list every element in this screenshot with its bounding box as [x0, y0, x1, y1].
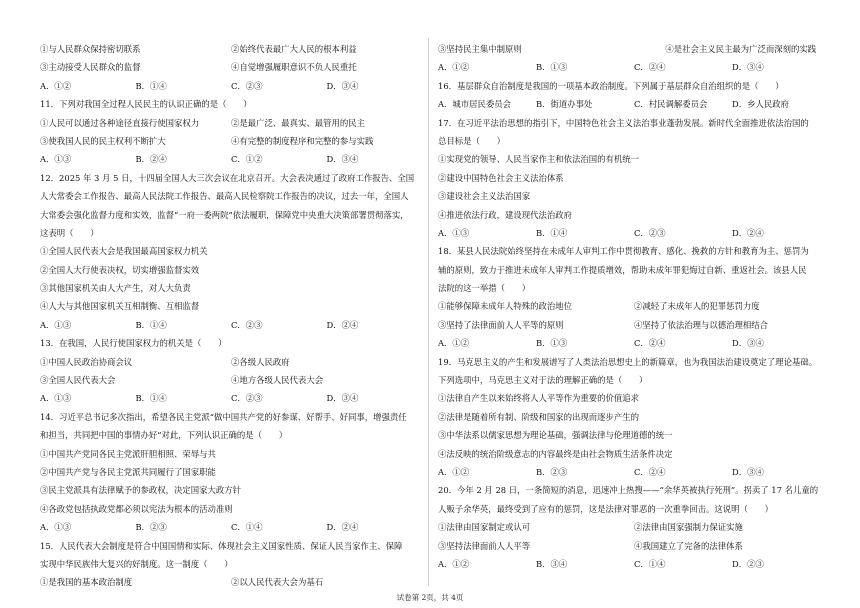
option-1: ①是我国的基本政治制度 — [40, 577, 133, 588]
question-18-stem: 辅的原则，致力于推进未成年人审判工作提质增效，帮助未成年罪犯悔过自新、重返社会。该县人民 — [438, 264, 807, 275]
choice-b: B．③④ — [536, 558, 568, 569]
choice-b: B．②③ — [135, 522, 167, 533]
option-2: ②以人民代表大会为基石 — [231, 577, 324, 588]
option-3: ③主动接受人民群众的监督 — [40, 62, 141, 73]
answer-choices — [40, 316, 422, 334]
choice-d: D．②④ — [326, 522, 359, 533]
choice-d: D．③④ — [732, 62, 764, 73]
question-13-options — [40, 371, 422, 389]
answer-choices — [438, 58, 830, 76]
answer-choices — [40, 150, 422, 168]
question-15-options — [40, 573, 422, 591]
question-20-options — [438, 537, 830, 555]
question-15-stem: 15．人民代表大会制度是符合中国国情和实际、体现社会主义国家性质、保证人民当家作主、保障 — [40, 540, 403, 551]
answer-choices — [438, 555, 830, 573]
option-4: ④推进依法行政，建设现代法治政府 — [438, 209, 572, 220]
option-4: ④法反映的统治阶级意志的内容最终是由社会物质生活条件决定 — [438, 448, 673, 459]
option-1: ①全国人民代表大会是我国最高国家权力机关 — [40, 246, 208, 257]
option-1: ①能够保障未成年人特殊的政治地位 — [438, 301, 572, 312]
option-1: ①实现党的领导、人民当家作主和依法治国的有机统一 — [438, 154, 639, 165]
question-12-stem: 这表明（ ） — [40, 227, 99, 238]
choice-b: B．①④ — [135, 80, 167, 91]
choice-b: B．①④ — [135, 319, 167, 330]
option-4: ④坚持了依法治理与以德治理相结合 — [634, 319, 768, 330]
page-footer: 试卷第 2页，共 4页 — [396, 593, 464, 602]
option-3: ③建设社会主义法治国家 — [438, 191, 531, 202]
choice-c: C．②④ — [634, 338, 666, 349]
option-4: ④各政党包括执政党都必须以宪法为根本的活动准则 — [40, 503, 233, 514]
choice-c: C．①④ — [231, 522, 263, 533]
option-3: ③其他国家机关由人大产生，对人大负责 — [40, 283, 191, 294]
choice-d: D．②④ — [732, 227, 764, 238]
option-1: ①中国共产党同各民主党派肝胆相照、荣辱与共 — [40, 448, 216, 459]
choice-a: A．①③ — [40, 154, 72, 165]
option-3: ③使我国人民的民主权利不断扩大 — [40, 135, 166, 146]
choice-b: B．街道办事处 — [536, 99, 593, 110]
question-14-stem: 和担当，共同把中国的事情办好”对此，下列认识正确的是（ ） — [40, 430, 288, 441]
question-15-options — [438, 40, 830, 58]
option-4: ④是社会主义民主最为广泛而深刻的实践 — [665, 44, 817, 54]
choice-d: D．②③ — [732, 558, 764, 569]
choice-b: B．①③ — [536, 338, 568, 349]
option-3: ③中华法系以儒家思想为理论基础，强调法律与伦理道德的统一 — [438, 430, 673, 441]
option-2: ②始终代表最广大人民的根本利益 — [231, 44, 357, 54]
option-2: ②各级人民政府 — [231, 356, 290, 367]
choice-a: A．①③ — [40, 319, 72, 330]
top-options-row — [40, 58, 422, 76]
option-4: ④自觉增强履职意识不负人民重托 — [231, 62, 357, 73]
answer-choices — [438, 334, 830, 352]
question-12-stem: 大常委会强化监督力度和实效，监督“一府一委两院”依法履职，保障党中央重大决策部署贯彻落实， — [40, 209, 409, 220]
option-1: ①中国人民政治协商会议 — [40, 356, 133, 367]
choice-c: C．②③ — [634, 227, 666, 238]
column-divider — [428, 38, 429, 586]
question-19-stem: 下列选项中，马克思主义对于法的理解正确的是（ ） — [438, 375, 648, 386]
choice-a: A．①② — [438, 558, 470, 569]
left-column — [40, 40, 422, 592]
question-15-stem: 实现中华民族伟大复兴的好制度。这一制度（ ） — [40, 558, 233, 569]
option-3: ③全国人民代表大会 — [40, 375, 116, 386]
choice-a: A．①② — [40, 80, 72, 91]
choice-a: A．①② — [438, 338, 470, 349]
question-17-stem: 总目标是（ ） — [438, 135, 505, 146]
answer-choices — [438, 95, 830, 113]
question-19-stem: 19．马克思主义的产生和发展谱写了人类法治思想史上的新篇章，也为我国法治建设奠定了理论基础。 — [438, 356, 818, 367]
option-2: ②中国共产党与各民主党派共同履行了国家职能 — [40, 466, 216, 477]
choice-a: A．城市居民委员会 — [438, 99, 512, 110]
choice-d: D．③④ — [326, 154, 359, 165]
answer-choices — [40, 518, 422, 536]
choice-c: C．②③ — [231, 393, 263, 404]
choice-b: B．①④ — [135, 393, 167, 404]
option-3: ③坚持法律面前人人平等 — [438, 540, 531, 551]
choice-a: A．①② — [438, 466, 470, 477]
choice-c: C．②④ — [634, 466, 666, 477]
choice-c: C．②③ — [231, 319, 263, 330]
choice-a: A．①③ — [40, 393, 72, 404]
choice-d: D．③④ — [732, 466, 764, 477]
question-18-stem: 18．某县人民法院始终坚持在未成年人审判工作中贯彻教育、感化、挽救的方针和教育为主、惩罚为 — [438, 246, 809, 257]
option-1: ①人民可以通过各种途径直接行使国家权力 — [40, 117, 200, 128]
question-18-stem: 法院的这一举措（ ） — [438, 283, 531, 294]
question-14-stem: 14．习近平总书记多次指出，希望各民主党派“做中国共产党的好参谋、好帮手、好同事，增强责任 — [40, 411, 407, 422]
question-12-stem: 12．2025 年 3 月 5 日，十四届全国人大三次会议在北京召开。大会表决通过了政府工作报告、全国 — [40, 172, 415, 183]
choice-d: D．③④ — [326, 393, 359, 404]
option-1: ①法律由国家制定或认可 — [438, 522, 531, 533]
option-1: ①与人民群众保持密切联系 — [40, 44, 141, 54]
choice-d: D．③④ — [732, 338, 764, 349]
answer-choices — [40, 389, 422, 407]
question-12-stem: 人大常委会工作报告、最高人民法院工作报告、最高人民检察院工作报告的决议，过去一年，全国人 — [40, 191, 409, 202]
option-4: ④地方各级人民代表大会 — [231, 375, 324, 386]
question-11-options — [40, 114, 422, 132]
question-20-stem: 20．今年 2 月 28 日，一条简短的消息，迅速冲上热搜——“余华英被执行死刑”。拐卖了 17 名儿童的 — [438, 485, 819, 496]
answer-choices — [438, 224, 830, 242]
choice-b: B．②④ — [135, 154, 167, 165]
choice-d: D．③④ — [326, 80, 359, 91]
question-18-options — [438, 297, 830, 315]
option-2: ②建设中国特色社会主义法治体系 — [438, 172, 564, 183]
question-20-options — [438, 518, 830, 536]
option-2: ②法律是随着所有制、阶级和国家的出现而逐步产生的 — [438, 411, 639, 422]
choice-c: C．村民调解委员会 — [634, 99, 708, 110]
choice-c: C．①④ — [634, 558, 666, 569]
choice-d: D．乡人民政府 — [732, 99, 789, 110]
question-11-stem: 11．下列对我国全过程人民民主的认识正确的是（ ） — [40, 99, 252, 110]
option-2: ②全国人大行使表决权，切实增强监督实效 — [40, 264, 200, 275]
choice-c: C．①② — [231, 154, 263, 165]
choice-d: D．②④ — [326, 319, 359, 330]
answer-choices — [438, 463, 830, 481]
question-11-options — [40, 132, 422, 150]
choice-c: C．②④ — [634, 62, 666, 73]
option-2: ②是最广泛、最真实、最管用的民主 — [231, 117, 365, 128]
option-3: ③民主党派具有法律赋予的参政权，决定国家大政方针 — [40, 485, 241, 496]
option-4: ④我国建立了完备的法律体系 — [634, 540, 743, 551]
option-4: ④人大与其他国家机关互相制衡、互相监督 — [40, 301, 200, 312]
choice-b: B．①④ — [536, 227, 568, 238]
choice-c: C．②③ — [231, 80, 263, 91]
question-16-stem: 16．基层群众自治制度是我国的一项基本政治制度。下列属于基层群众自治组织的是（ ） — [438, 80, 784, 91]
option-3: ③坚持了法律面前人人平等的原则 — [438, 319, 564, 330]
question-13-options — [40, 353, 422, 371]
top-options-row — [40, 40, 422, 58]
choice-a: A．①② — [438, 62, 470, 73]
question-20-stem: 人贩子余华英，最终受到了应有的惩罚，这是法律对罪恶的一次重拳回击。这说明（ ） — [438, 503, 773, 514]
choice-a: A．①③ — [40, 522, 72, 533]
option-2: ②减轻了未成年人的犯罪惩罚力度 — [634, 301, 760, 312]
right-column — [438, 40, 830, 573]
option-1: ①法律自产生以来始终将人人平等作为重要的价值追求 — [438, 393, 639, 404]
option-2: ②法律由国家强制力保证实施 — [634, 522, 743, 533]
question-18-options — [438, 316, 830, 334]
choice-b: B．①③ — [536, 62, 568, 73]
option-3: ③坚持民主集中制原则 — [438, 44, 522, 54]
question-13-stem: 13．在我国，人民行使国家权力的机关是（ ） — [40, 338, 227, 349]
question-17-stem: 17．在习近平法治思想的指引下，中国特色社会主义法治事业蓬勃发展。新时代全面推进依法治国的 — [438, 117, 809, 128]
choice-a: A．①③ — [438, 227, 470, 238]
answer-choices — [40, 77, 422, 95]
choice-b: B．②③ — [536, 466, 568, 477]
option-4: ④有完整的制度程序和完整的参与实践 — [231, 135, 374, 146]
